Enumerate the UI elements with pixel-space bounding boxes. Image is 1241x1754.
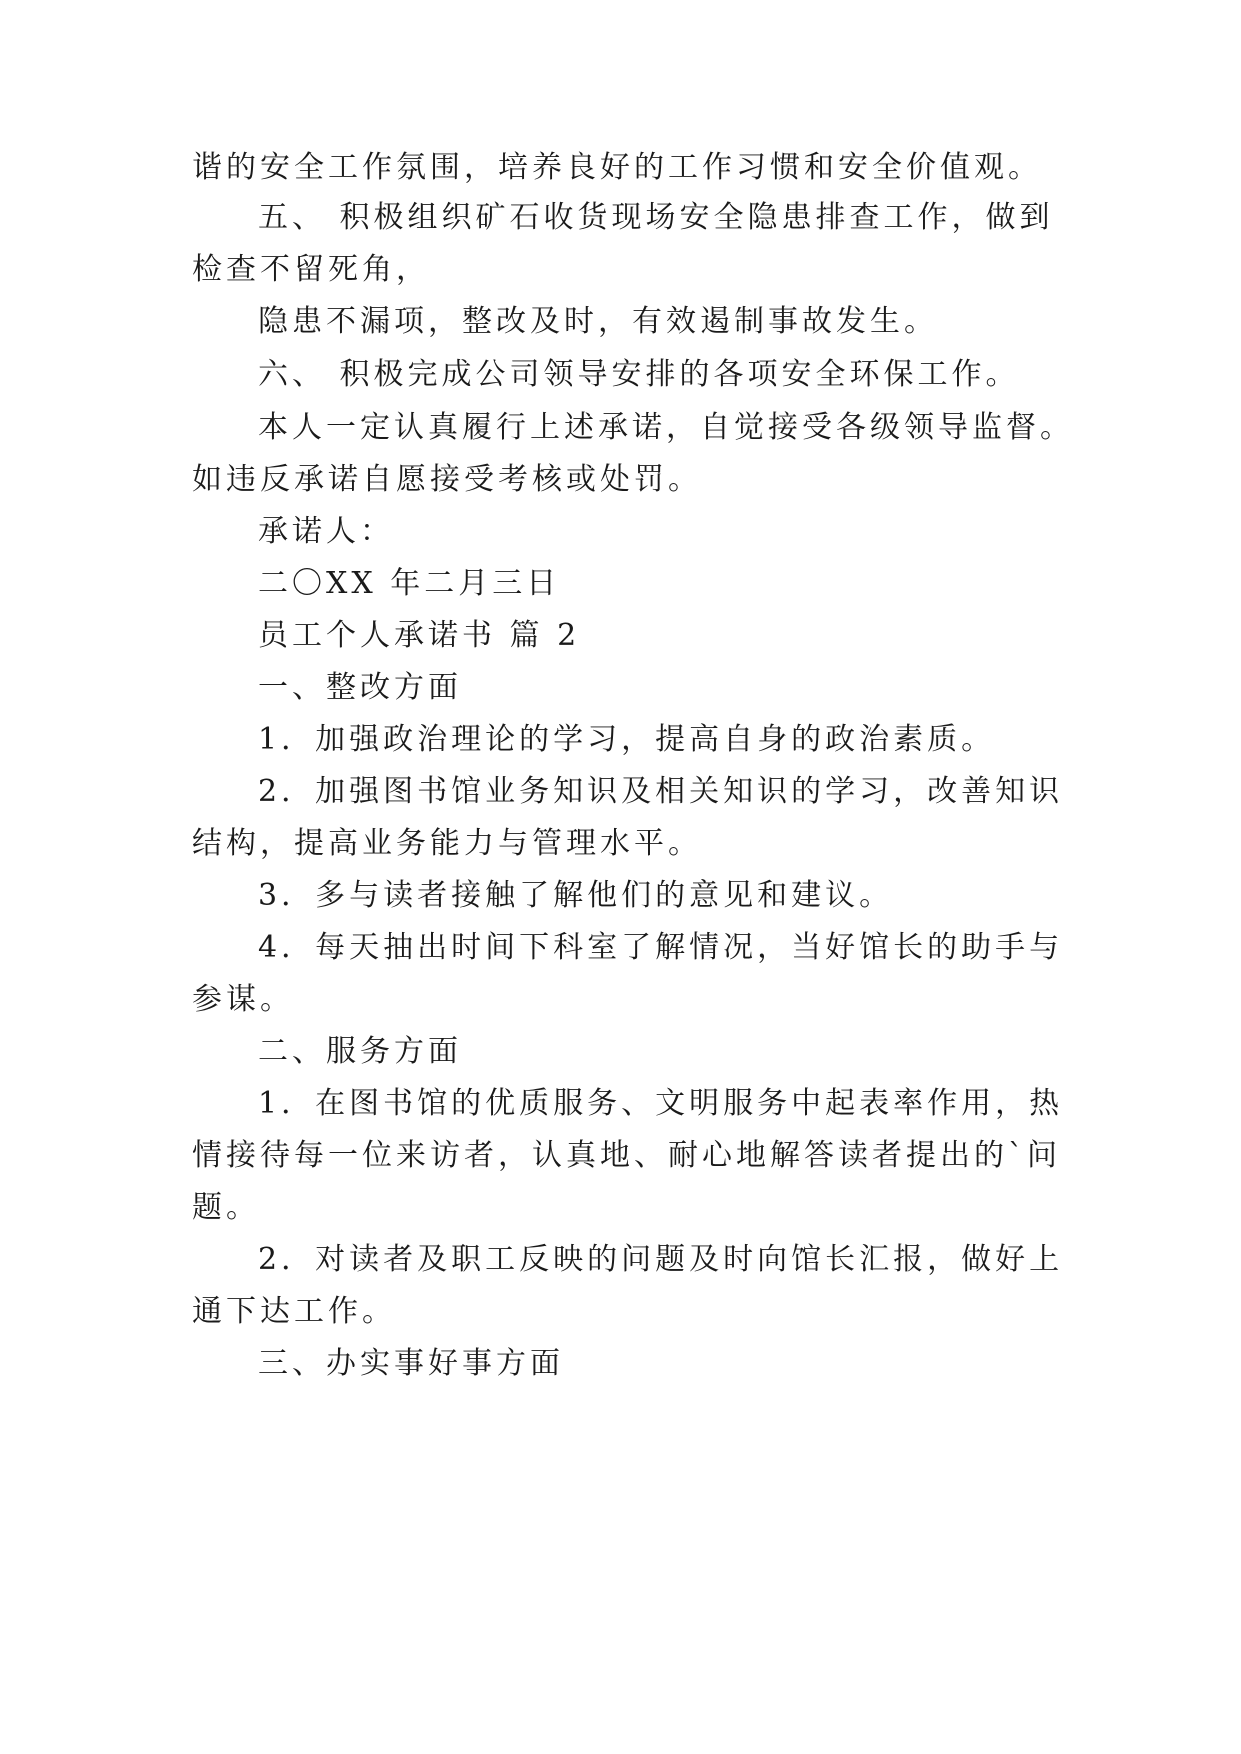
text-line: 一、整改方面	[258, 670, 462, 705]
text-line: 员工个人承诺书 篇 2	[258, 618, 581, 653]
text-line: 检查不留死角，	[192, 252, 430, 287]
text-line: 1．加强政治理论的学习，提高自身的政治素质。	[258, 722, 996, 757]
text-line: 1．在图书馆的优质服务、文明服务中起表率作用，热	[258, 1086, 1064, 1121]
text-line: 如违反承诺自愿接受考核或处罚。	[192, 462, 702, 497]
text-line: 通下达工作。	[192, 1294, 396, 1329]
text-line: 二、服务方面	[258, 1034, 462, 1069]
text-line: 六、 积极完成公司领导安排的各项安全环保工作。	[258, 357, 1020, 392]
text-line: 参谋。	[192, 982, 294, 1017]
text-line: 承诺人：	[258, 514, 394, 549]
text-line: 二〇XX 年二月三日	[258, 566, 561, 601]
text-line: 3．多与读者接触了解他们的意见和建议。	[258, 878, 894, 913]
text-line: 2．加强图书馆业务知识及相关知识的学习，改善知识	[258, 774, 1064, 809]
text-line: 结构，提高业务能力与管理水平。	[192, 826, 702, 861]
text-line: 题。	[192, 1190, 260, 1225]
text-line: 五、 积极组织矿石收货现场安全隐患排查工作，做到	[258, 200, 1054, 235]
text-line: 本人一定认真履行上述承诺，自觉接受各级领导监督。	[258, 410, 1074, 445]
text-line: 隐患不漏项，整改及时，有效遏制事故发生。	[258, 304, 938, 339]
text-line: 谐的安全工作氛围，培养良好的工作习惯和安全价值观。	[192, 150, 1042, 185]
text-line: 4．每天抽出时间下科室了解情况，当好馆长的助手与	[258, 930, 1064, 965]
text-line: 三、办实事好事方面	[258, 1346, 564, 1381]
text-line: 2．对读者及职工反映的问题及时向馆长汇报，做好上	[258, 1242, 1064, 1277]
text-line: 情接待每一位来访者，认真地、耐心地解答读者提出的`问	[192, 1138, 1061, 1173]
